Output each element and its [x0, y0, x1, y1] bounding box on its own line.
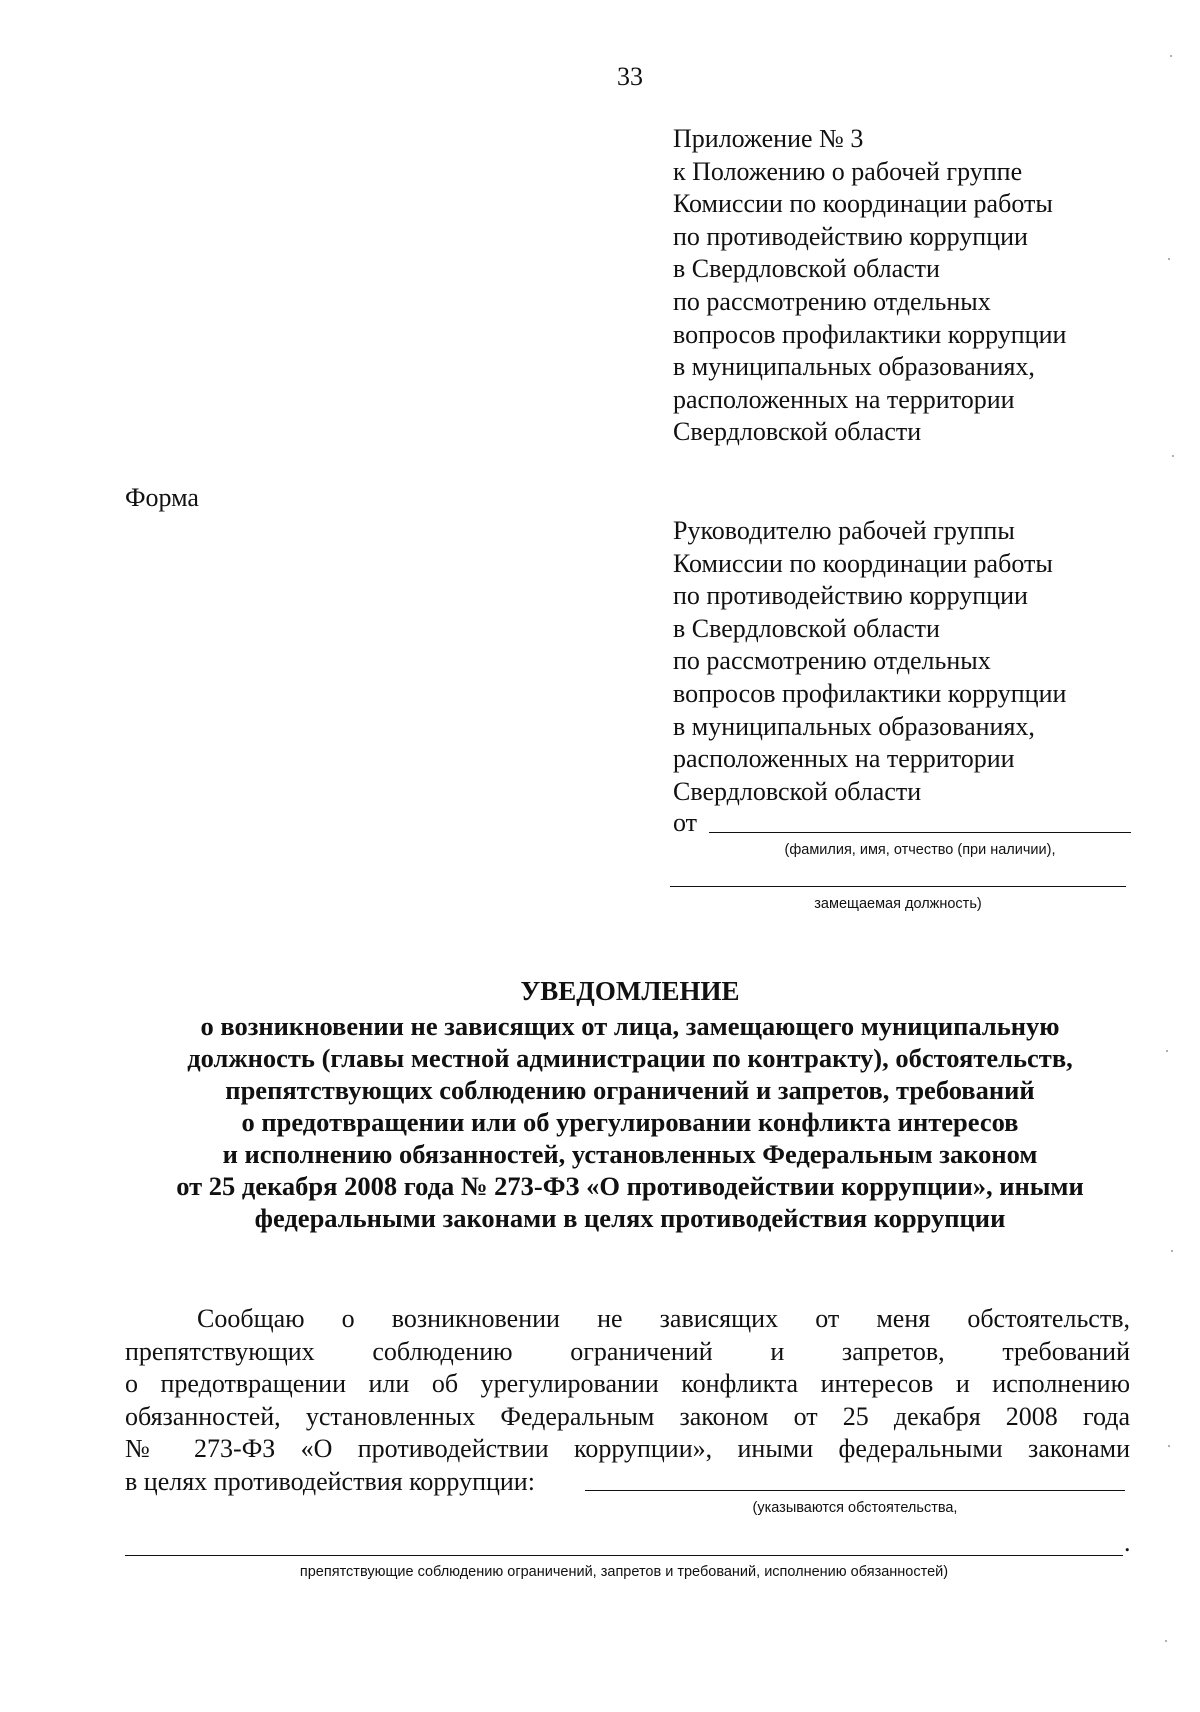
from-name-caption: (фамилия, имя, отчество (при наличии), — [784, 842, 1056, 858]
body-line: о предотвращении или об урегулировании конфликта интересов и исполнению — [125, 1369, 1130, 1399]
notice-subtitle-line: должность (главы местной администрации по контракту), обстоятельств, — [187, 1043, 1073, 1073]
notice-subtitle-line: о возникновении не зависящих от лица, замещающего муниципальную — [200, 1011, 1060, 1041]
addressee-block — [673, 515, 1066, 808]
addressee-line: по рассмотрению отдельных — [673, 646, 991, 676]
scan-mark — [1170, 55, 1172, 57]
form-label: Форма — [125, 483, 199, 512]
from-name-line[interactable] — [709, 832, 1131, 833]
from-label: от — [673, 808, 698, 837]
notice-subtitle-line: препятствующих соблюдению ограничений и запретов, требований — [225, 1075, 1035, 1105]
notice-subtitle-line: о предотвращении или об урегулировании конфликта интересов — [241, 1107, 1019, 1137]
notice-title — [100, 975, 1160, 1234]
scan-mark — [1171, 1250, 1173, 1252]
appendix-line: по рассмотрению отдельных — [673, 286, 991, 316]
circumstances-line-2[interactable] — [125, 1555, 1123, 1556]
addressee-line: в Свердловской области — [673, 613, 940, 643]
notice-body — [125, 1303, 1130, 1499]
scan-mark — [1168, 258, 1170, 260]
notice-subtitle-line: федеральными законами в целях противодействия коррупции — [254, 1203, 1006, 1233]
notice-subtitle-line: от 25 декабря 2008 года № 273-ФЗ «О противодействии коррупции», иными — [176, 1171, 1084, 1201]
notice-subtitle-line: и исполнению обязанностей, установленных Федеральным законом — [222, 1139, 1038, 1169]
body-line: Сообщаю о возникновении не зависящих от меня обстоятельств, — [197, 1304, 1130, 1333]
addressee-line: Свердловской области — [673, 776, 922, 806]
scan-mark — [1166, 1050, 1168, 1052]
appendix-line: по противодействию коррупции — [673, 221, 1028, 251]
position-line[interactable] — [670, 886, 1126, 887]
addressee-line: в муниципальных образованиях, — [673, 711, 1035, 741]
appendix-line: Свердловской области — [673, 417, 922, 447]
addressee-line: Руководителю рабочей группы — [673, 516, 1015, 545]
body-line: обязанностей, установленных Федеральным законом от 25 декабря 2008 года — [125, 1401, 1130, 1431]
body-line: № 273-ФЗ «О противодействии коррупции», иными федеральными законами — [125, 1434, 1130, 1464]
scan-mark — [1165, 1640, 1167, 1642]
addressee-line: по противодействию коррупции — [673, 581, 1028, 611]
circumstances-line[interactable] — [585, 1490, 1125, 1491]
position-caption: замещаемая должность) — [814, 896, 982, 912]
appendix-line: вопросов профилактики коррупции — [673, 319, 1067, 349]
addressee-line: Комиссии по координации работы — [673, 548, 1053, 578]
appendix-block — [673, 123, 1066, 449]
addressee-line: вопросов профилактики коррупции — [673, 678, 1067, 708]
appendix-line: Приложение № 3 — [673, 124, 864, 153]
circumstances-caption-2: препятствующие соблюдению ограничений, запретов и требований, исполнению обязанностей) — [299, 1564, 949, 1580]
appendix-line: расположенных на территории — [673, 384, 1015, 414]
end-period: . — [1124, 1528, 1131, 1557]
body-line: препятствующих соблюдению ограничений и запретов, требований — [125, 1336, 1130, 1366]
body-last-line: в целях противодействия коррупции: — [125, 1466, 535, 1496]
appendix-line: Комиссии по координации работы — [673, 189, 1053, 219]
scan-mark — [1168, 1445, 1170, 1447]
appendix-line: в муниципальных образованиях, — [673, 352, 1035, 382]
appendix-line: в Свердловской области — [673, 254, 940, 284]
scan-mark — [1172, 455, 1174, 457]
circumstances-caption: (указываются обстоятельства, — [752, 1500, 958, 1516]
notice-heading: УВЕДОМЛЕНИЕ — [520, 976, 740, 1006]
appendix-line: к Положению о рабочей группе — [673, 156, 1023, 186]
page-number: 33 — [617, 62, 643, 91]
addressee-line: расположенных на территории — [673, 744, 1015, 774]
